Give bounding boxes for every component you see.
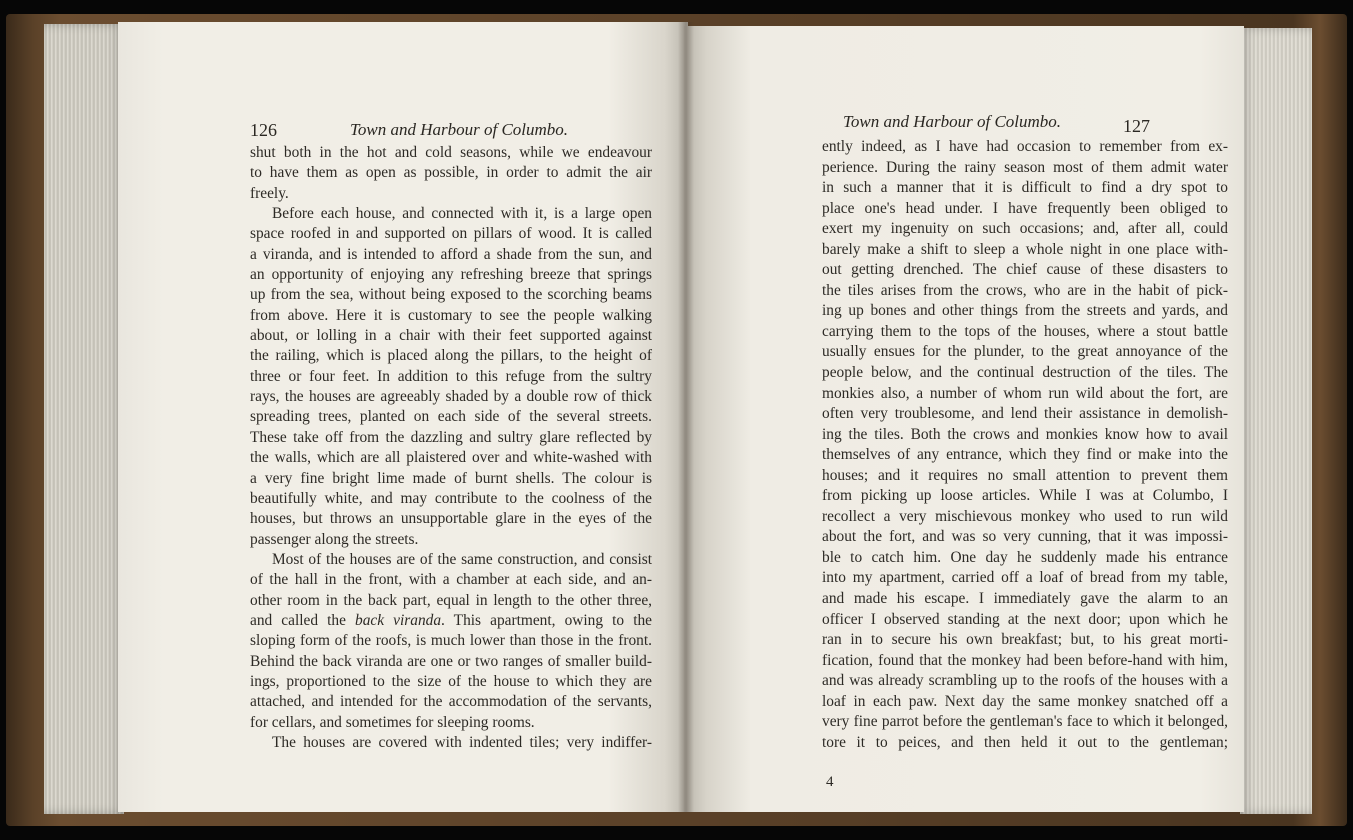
- text-line: people below, and the continual destruction of the tiles. The: [822, 364, 1228, 382]
- text-line: These take off from the dazzling and sultry glare reflected by: [250, 428, 652, 446]
- text-line: the railing, which is placed along the pillars, to the height of: [250, 347, 652, 365]
- page-edges-right: [1240, 28, 1312, 814]
- text-line: into my apartment, carried off a loaf of bread from my table,: [822, 569, 1228, 587]
- text-line: loaf in each paw. Next day the same monkey snatched off a: [822, 692, 1228, 710]
- text-line: spreading trees, planted on each side of the several streets.: [250, 408, 652, 426]
- text-line: up from the sea, without being exposed to the scorching beams: [250, 286, 652, 304]
- text-line: rays, the houses are agreeably shaded by a double row of thick: [250, 388, 652, 406]
- text-line: ently indeed, as I have had occasion to remember from ex-: [822, 138, 1228, 155]
- text-line: tore it to peices, and then held it out to the gentleman;: [822, 733, 1228, 751]
- text-line: and was already scrambling up to the roofs of the houses with a: [822, 672, 1228, 690]
- text-line: houses; and it requires no small attention to prevent them: [822, 466, 1228, 484]
- text-line: about the fort, and was so very cunning, that it was impossi-: [822, 528, 1228, 546]
- right-page-body: [822, 137, 1228, 753]
- text-line: officer I observed standing at the next door; upon which he: [822, 610, 1228, 628]
- text-line: themselves of any entrance, which they find or make into the: [822, 446, 1228, 464]
- text-line: sloping form of the roofs, is much lower than those in the front.: [250, 632, 652, 650]
- text-line: of the hall in the front, with a chamber at each side, and an-: [250, 571, 652, 589]
- left-page-number: 126: [250, 120, 277, 140]
- text-line: passenger along the streets.: [250, 530, 419, 548]
- text-line: often very troublesome, and lend their assistance in demolish-: [822, 405, 1228, 423]
- book-gutter: [678, 22, 694, 812]
- text-line: and called the back viranda. This apartment, owing to the: [250, 611, 652, 629]
- text-line: freely.: [250, 184, 289, 202]
- text-line: very fine parrot before the gentleman's face to which it belonged,: [822, 713, 1228, 731]
- text-line: Behind the back viranda are one or two ranges of smaller build-: [250, 652, 652, 670]
- text-line: the tiles arises from the crows, who are in the habit of pick-: [822, 281, 1228, 299]
- text-line: an opportunity of enjoying any refreshing breeze that springs: [250, 266, 652, 284]
- left-page-body: [250, 143, 652, 753]
- text-line: beautifully white, and may contribute to the coolness of the: [250, 489, 652, 507]
- text-line: carrying them to the tops of the houses, where a stout battle: [822, 322, 1228, 340]
- text-line: shut both in the hot and cold seasons, while we endeavour: [250, 144, 652, 161]
- text-line: space roofed in and supported on pillars of wood. It is called: [250, 225, 652, 243]
- text-line: a very fine bright lime made of burnt shells. The colour is: [250, 469, 652, 487]
- right-page-header: [843, 112, 1163, 136]
- text-line: from picking up loose articles. While I was at Columbo, I: [822, 487, 1228, 505]
- text-line: place one's head under. I have frequently been obliged to: [822, 199, 1228, 217]
- text-line: usually ensues for the plunder, to the great annoyance of the: [822, 343, 1228, 361]
- text-line: a viranda, and is intended to afford a shade from the sun, and: [250, 245, 652, 263]
- text-line: the walls, which are all plaistered over and white-washed with: [250, 449, 652, 467]
- right-page-number: 127: [1123, 116, 1150, 136]
- text-line: Most of the houses are of the same construction, and consist: [272, 550, 652, 568]
- text-line: and made his escape. I immediately gave the alarm to an: [822, 590, 1228, 608]
- text-line: attached, and intended for the accommodation of the servants,: [250, 693, 652, 711]
- text-line: ings, proportioned to the size of the house to which they are: [250, 672, 652, 690]
- text-line: monkies also, a number of whom run wild about the fort, are: [822, 384, 1228, 402]
- left-running-title: Town and Harbour of Columbo.: [350, 120, 569, 139]
- text-line: ble to catch him. One day he suddenly made his entrance: [822, 548, 1228, 566]
- signature-mark: 4: [826, 774, 834, 790]
- text-line: about, or lolling in a chair with their feet supported against: [250, 327, 652, 345]
- text-line: ing up bones and other things from the streets and yards, and: [822, 302, 1228, 320]
- text-line: to have them as open as possible, in order to admit the air: [250, 164, 652, 182]
- text-line: ing the tiles. Both the crows and monkies know how to avail: [822, 425, 1228, 443]
- text-line: The houses are covered with indented tiles; very indiffer-: [272, 733, 652, 751]
- text-line: recollect a very mischievous monkey who used to run wild: [822, 507, 1228, 525]
- text-line: other room in the back part, equal in length to the other three,: [250, 591, 652, 609]
- text-line: Before each house, and connected with it, is a large open: [272, 205, 652, 223]
- text-line: exert my ingenuity on such occasions; and, after all, could: [822, 220, 1228, 238]
- text-line: houses, but throws an unsupportable glare in the eyes of the: [250, 510, 652, 528]
- text-line: out getting drenched. The chief cause of these disasters to: [822, 261, 1228, 279]
- text-line: three or four feet. In addition to this refuge from the sultry: [250, 367, 652, 385]
- text-line: ran in to secure his own breakfast; but, to his great morti-: [822, 631, 1228, 649]
- text-line: perience. During the rainy season most of them admit water: [822, 158, 1228, 176]
- text-line: in such a manner that it is difficult to find a dry spot to: [822, 179, 1228, 197]
- left-page-header: [250, 120, 650, 141]
- page-edges-left: [44, 24, 124, 814]
- text-line: for cellars, and sometimes for sleeping rooms.: [250, 713, 535, 731]
- text-line: fication, found that the monkey had been before-hand with him,: [822, 651, 1228, 669]
- text-line: from above. Here it is customary to see the people walking: [250, 306, 652, 324]
- right-running-title: Town and Harbour of Columbo.: [843, 112, 1062, 131]
- text-line: barely make a shift to sleep a whole night in one place with-: [822, 240, 1228, 258]
